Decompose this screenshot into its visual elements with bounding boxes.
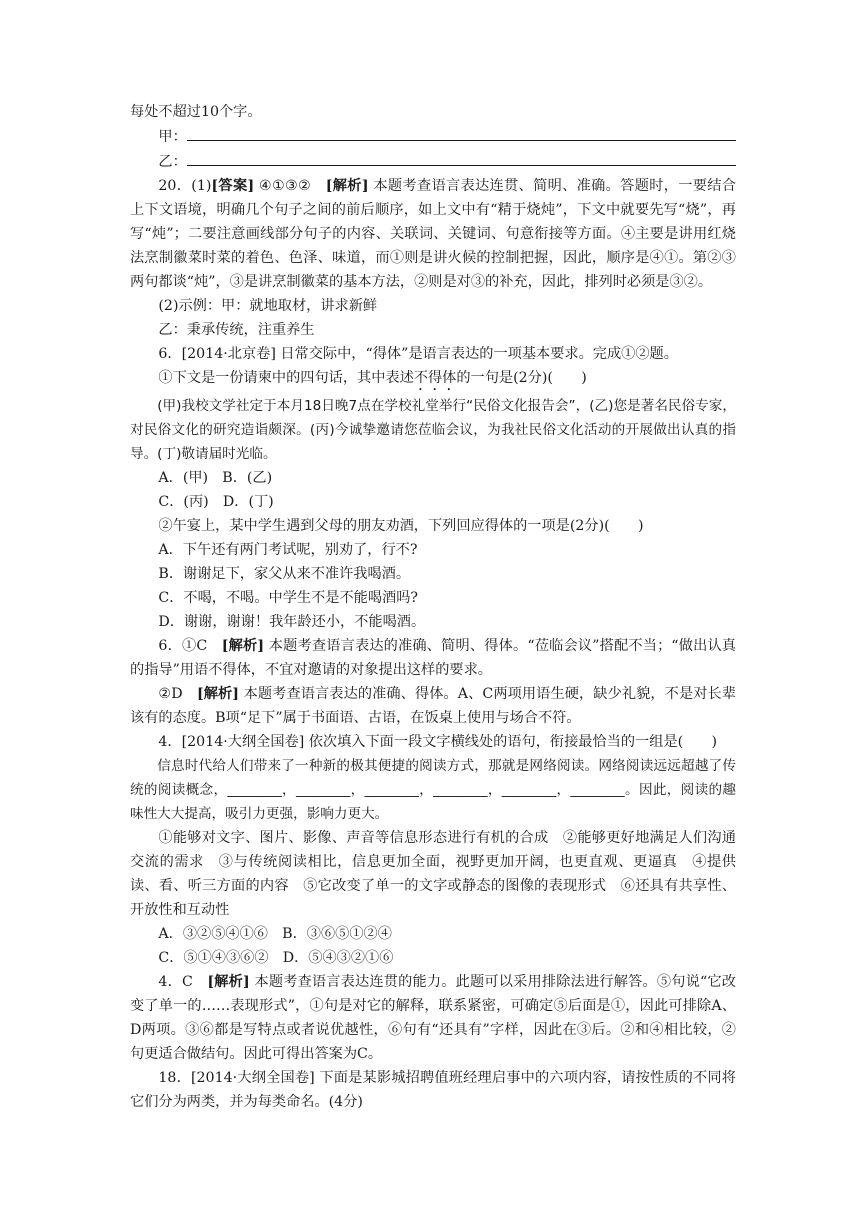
analysis-text: 本题考查语言表达的准确、简明、得体。“莅临会议”搭配不当；“做出认真的指导”用语不得体，不宜对邀请的对象提出这样的要求。 bbox=[130, 638, 736, 678]
question-number: 20．(1) bbox=[158, 178, 212, 194]
option-line: B．谢谢足下，家父从来不准许我喝酒。 bbox=[158, 566, 411, 582]
analysis-text: 本题考查语言表达连贯的能力。此题可以采用排除法进行解答。⑤句说“它改变了单一的……表现形式”，①句是对它的解释，联系紧密，可确定⑤后面是①，因此可排除A、D两项。③⑥都是写特点或者说优越性，⑥句有“还具有”字样，因此在③后。②和④相比较，②句更适合做结句。因此可得出答案为C。 bbox=[130, 974, 736, 1062]
question-18-head: 18．[2014·大纲全国卷] 下面是某影城招聘值班经理启事中的六项内容，请按性质的不同将它们分为两类，并为每类命名。(4分) bbox=[130, 1070, 736, 1110]
answer-blank[interactable] bbox=[187, 124, 736, 141]
answer-text: ②D bbox=[158, 686, 197, 702]
answer-20 bbox=[130, 174, 736, 294]
option-line: C．不喝，不喝。中学生不是不能喝酒吗? bbox=[158, 590, 419, 606]
analysis-text: 本题考查语言表达的准确、得体。A、C两项用语生硬，缺少礼貌，不是对长辈该有的态度。B项“足下”属于书面语、古语，在饭桌上使用与场合不符。 bbox=[130, 686, 736, 726]
question-6-1 bbox=[130, 366, 736, 394]
answer-line-jia bbox=[130, 124, 736, 149]
question-6-head: 6．[2014·北京卷] 日常交际中，“得体”是语言表达的一项基本要求。完成①②题。 bbox=[158, 346, 678, 362]
emphasis-text: 不得体 bbox=[413, 370, 457, 386]
document-page bbox=[130, 100, 736, 1114]
answer-line-yi bbox=[130, 149, 736, 174]
option-line: D．谢谢，谢谢！我年龄还小，不能喝酒。 bbox=[158, 614, 426, 630]
analysis-tag: [解析] bbox=[325, 178, 369, 194]
option-line: A．下午还有两门考试呢，别劝了，行不? bbox=[158, 542, 418, 558]
text-span: 的一句是(2分)( ) bbox=[456, 370, 587, 386]
answer-text: 6．①C bbox=[158, 638, 222, 654]
answer-blank[interactable] bbox=[187, 149, 736, 166]
question-4-head: 4．[2014·大纲全国卷] 依次填入下面一段文字横线处的语句，衔接最恰当的一组是( ) bbox=[158, 734, 718, 750]
answer-label: 乙： bbox=[158, 154, 187, 170]
option-line: A．③②⑤④①⑥ B．③⑥⑤①②④ bbox=[158, 926, 392, 942]
answer-6-2 bbox=[130, 682, 736, 730]
text-line: 每处不超过10个字。 bbox=[130, 104, 262, 120]
answer-text: 4．C bbox=[158, 974, 208, 990]
option-line: A．(甲) B．(乙) bbox=[158, 470, 273, 486]
text-line: 乙：秉承传统，注重养生 bbox=[158, 322, 315, 338]
answer-label: 甲： bbox=[158, 129, 187, 145]
question-4-items: ①能够对文字、图片、影像、声音等信息形态进行有机的合成 ②能够更好地满足人们沟通交流的需求 ③与传统阅读相比，信息更加全面，视野更加开阔，也更直观、更逼真 ④提供读、看、听三方面的内容 ⑤它改变了单一的文字或静态的图像的表现形式 ⑥还具有共享性、开放性和互动性 bbox=[130, 830, 736, 918]
text-line: (2)示例：甲：就地取材，讲求新鲜 bbox=[158, 298, 378, 314]
text-span: ①下文是一份请柬中的四句话，其中表述 bbox=[158, 370, 414, 386]
question-6-2: ②午宴上，某中学生遇到父母的朋友劝酒，下列回应得体的一项是(2分)( ) bbox=[158, 518, 644, 534]
option-line: C．⑤①④③⑥② D．⑤④③②①⑥ bbox=[158, 950, 394, 966]
analysis-text: 本题考查语言表达连贯、简明、准确。答题时，一要结合上下文语境，明确几个句子之间的前后顺序，如上文中有“精于烧炖”，下文中就要先写“烧”，再写“炖”；二要注意画线部分句子的内容、关联词、关键词、句意衔接等方面。④主要是讲用红烧法烹制徽菜时菜的着色、色泽、味道，而①则是讲火候的控制把握，因此，顺序是④①。第②③两句都谈“炖”，③是讲烹制徽菜的基本方法，②则是对③的补充，因此，排列时必须是③②。 bbox=[130, 178, 736, 290]
answer-text: ④①③② bbox=[254, 178, 326, 194]
answer-6-1 bbox=[130, 634, 736, 682]
analysis-tag: [解析] bbox=[221, 638, 265, 654]
option-line: C．(丙) D．(丁) bbox=[158, 494, 274, 510]
question-6-passage: (甲)我校文学社定于本月18日晚7点在学校礼堂举行“民俗文化报告会”，(乙)您是著名民俗专家，对民俗文化的研究造诣颇深。(丙)今诚挚邀请您莅临会议，为我社民俗文化活动的开展做出认真的指导。(丁)敬请届时光临。 bbox=[130, 398, 736, 462]
answer-4 bbox=[130, 970, 736, 1066]
answer-tag: [答案] bbox=[211, 178, 255, 194]
analysis-tag: [解析] bbox=[196, 686, 240, 702]
analysis-tag: [解析] bbox=[207, 974, 250, 990]
question-4-passage: 信息时代给人们带来了一种新的极其便捷的阅读方式，那就是网络阅读。网络阅读远远超越了传统的阅读概念，________，________，________，________，________，________。因此，阅读的趣味性大大提高，吸引力更强，影响力更大。 bbox=[130, 758, 736, 822]
